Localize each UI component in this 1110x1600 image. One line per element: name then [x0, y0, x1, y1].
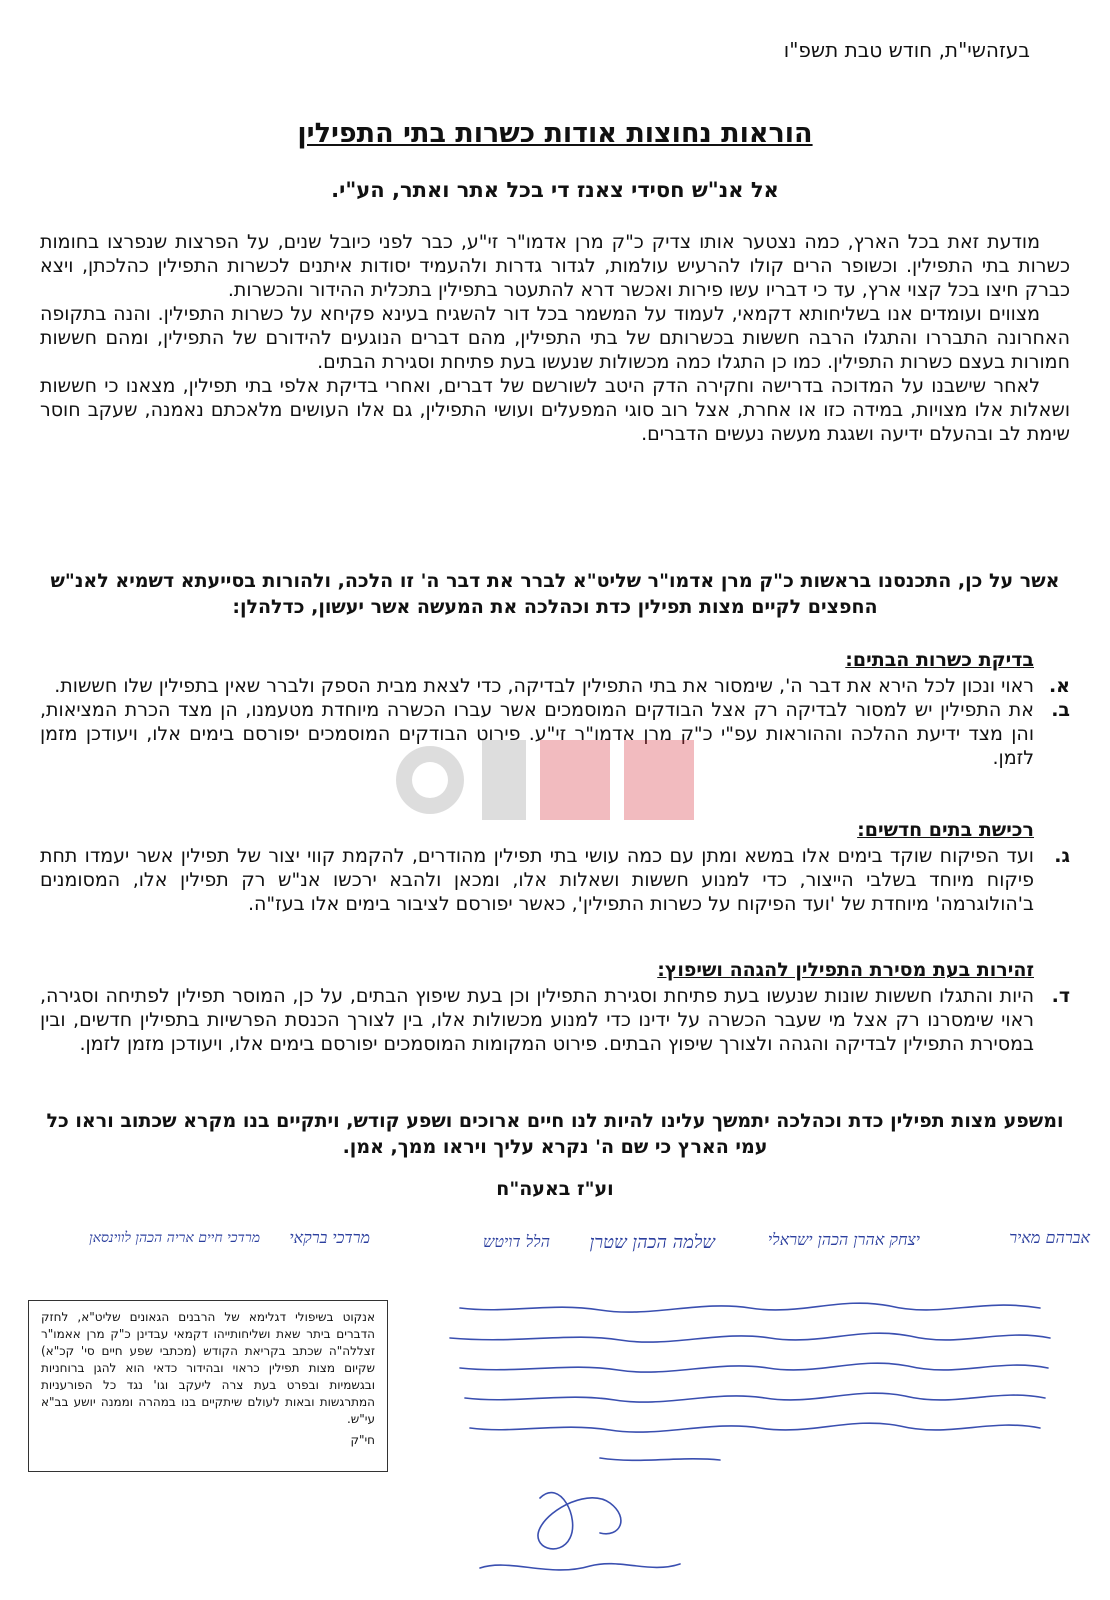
item-text: את התפילין יש למסור לבדיקה רק אצל הבודקים המוסמכים אשר עברו הכשרה מיוחדת מטעמנו, הן מצד הכרת המציאות, והן מצד ידיעת ההלכה וההוראות עפ"י כ"ק מרן אדמו"ר זי"ע. פירוט הבודקים המוסמכים יפורסם בימים אלו, ויעודכן מזמן לזמן.: [40, 699, 1034, 769]
section-heading: בדיקת כשרות הבתים:: [845, 649, 1034, 671]
rebbe-note-text: אנקוט בשיפולי דגלימא של הרבנים הגאונים שליט"א, לחזק הדברים ביתר שאת ושליחותייהו דקמאי עבדינן כ"ק מרן אאמו"ר זצללה"ה שכתב בקריאת הקודש (מכתבי שפע חיים סי' קכ"א) שקיום מצות תפילין כראוי ובהידור כדאי הוא להגן ברוחניות ובגשמיות ובפרט בעת צרה ליעקב וגו' נגד כל הפורעניות המתרגשות ובאות לעולם שיתקיים בנו במהרה וממנה יושע בב"א עי"ש.: [41, 1310, 375, 1426]
item-text: ועד הפיקוח שוקד בימים אלו במשא ומתן עם כמה עושי בתי תפילין מהודרים, להקמת קווי יצור של תפילין אשר יעמדו תחת פיקוח מיוחד בשלבי הייצור, כדי למנוע חששות ושאלות אלו, ומכאן ולהבא ירכשו אנ"ש רק תפילין אלו, המסומנים ב'הולוגרמה' מיוחדת של 'ועד הפיקוח על כשרות התפילין', כאשר יפורסם לציבור בימים אלו בעז"ה.: [40, 845, 1034, 915]
signature: אברהם מאיר: [1009, 1228, 1090, 1247]
signature: מרדכי ברקאי: [289, 1228, 370, 1247]
item-letter: ג.: [1054, 845, 1070, 867]
handwriting-scribble-icon: [420, 1288, 1070, 1588]
addressee-line: אל אנ"ש חסידי צאנז די בכל אתר ואתר, הע"י.: [331, 178, 779, 202]
item-letter: ד.: [1051, 985, 1070, 1007]
list-item: [40, 984, 1070, 1056]
rebbe-note-signature: חי"ק: [350, 1433, 375, 1447]
item-letter: א.: [1048, 675, 1070, 697]
section-repair-caution: [40, 958, 1070, 1056]
watermark-logo-icon: [390, 718, 710, 838]
intro-paragraph: מצווים ועומדים אנו בשליחותא דקמאי, לעמוד על המשמר בכל דור להשגיח בעינא פקיחא על כשרות התפילין. והנה בתקופה האחרונה התבררו והתגלו הרבה חששות בכשרותם של בתי התפילין, מהם דברים הנוגעים להידורם של התפילין, ומהם חששות חמורות בעצם כשרות התפילין. כמו כן התגלו כמה מכשולות שנעשו בעת פתיחת וסגירת הבתים.: [40, 303, 1070, 373]
section-heading: זהירות בעת מסירת התפילין להגהה ושיפוץ:: [657, 959, 1034, 981]
intro-paragraph: מודעת זאת בכל הארץ, כמה נצטער אותו צדיק כ"ק מרן אדמו"ר זי"ע, כבר לפני כיובל שנים, על הפרצות שנפרצו בחומות כשרות בתי התפילין. וכשופר הרים קולו להרעיש עולמות, לגדור גדרות ולהעמיד יסודות איתנים לכשרות התפילין כהלכתן, ויצא כברק חיצו בכל קצוי ארץ, עד כי דבריו עשו פירות ואכשר דרא להתעטר בתפילין בתכלית ההידור והכשרות.: [40, 231, 1070, 301]
signature: שלמה הכהן שטרן: [589, 1232, 715, 1253]
section-heading: רכישת בתים חדשים:: [857, 819, 1034, 841]
list-item: [40, 674, 1070, 698]
signature: הלל דויטש: [483, 1232, 550, 1251]
list-item: [40, 844, 1070, 916]
signature: מרדכי חיים אריה הכהן לווינסאן: [89, 1230, 260, 1246]
signoff-line: וע"ז באעה"ח: [496, 1178, 614, 1200]
closing-blessing: ומשפע מצות תפילין כדת וכהלכה יתמשך עלינו להיות לנו חיים ארוכים ושפע קודש, ויתקיים בנו מקרא שכתוב וראו כל עמי הארץ כי שם ה' נקרא עליך ויראו ממך, אמן.: [46, 1110, 1064, 1158]
signature-row: [20, 1220, 1090, 1280]
item-text: היות והתגלו חששות שונות שנעשו בעת פתיחת וסגירת התפילין וכן בעת שיפוץ הבתים, על כן, המוסר תפילין לפתיחה וסגירה, ראוי שימסרנו רק אצל מי שעבר הכשרה על ידינו כדי למנוע מכשולות אלו, בין לצורך הכנסת הפרשיות בתפילין חדשים, ובין במסירת התפילין לבדיקה והגהה ולצורך שיפוץ הבתים. פירוט המקומות המוסמכים יפורסם בימים אלו, ויעודכן מזמן לזמן.: [40, 985, 1034, 1055]
signature: יצחק אהרן הכהן ישראלי: [767, 1230, 920, 1249]
resolution-text: אשר על כן, התכנסנו בראשות כ"ק מרן אדמו"ר שליט"א לברר את דבר ה' זו הלכה, ולהורות בסייעתא דשמיא לאנ"ש החפצים לקיים מצות תפילין כדת וכהלכה את המעשה אשר יעשון, כדלהלן:: [50, 570, 1060, 618]
rebbe-note-box: [28, 1300, 388, 1472]
handwritten-endorsement: [420, 1288, 1070, 1588]
intro-body: [40, 230, 1070, 446]
item-text: ראוי ונכון לכל הירא את דבר ה', שימסור את בתי התפילין לבדיקה, כדי לצאת מבית הספק ולברר שאין בתפילין שלו חששות.: [54, 675, 1034, 697]
intro-paragraph: לאחר שישבנו על המדוכה בדרישה וחקירה הדק היטב לשורשם של דברים, ואחרי בדיקת אלפי בתי תפילין, מצאנו כי חששות ושאלות אלו מצויות, במידה כזו או אחרת, אצל רוב סוגי המפעלים ועושי התפילין, גם אלו העושים מלאכתם נאמנה, שעקב חוסר שימת לב ובהעלם ידיעה ושגגת מעשה נעשים הדברים.: [40, 375, 1070, 445]
item-letter: ב.: [1051, 699, 1070, 721]
watermark-logo: [390, 718, 710, 838]
document-title: הוראות נחוצות אודות כשרות בתי התפילין: [297, 118, 813, 149]
dateline: בעזהשי"ת, חודש טבת תשפ"ו: [783, 38, 1030, 62]
